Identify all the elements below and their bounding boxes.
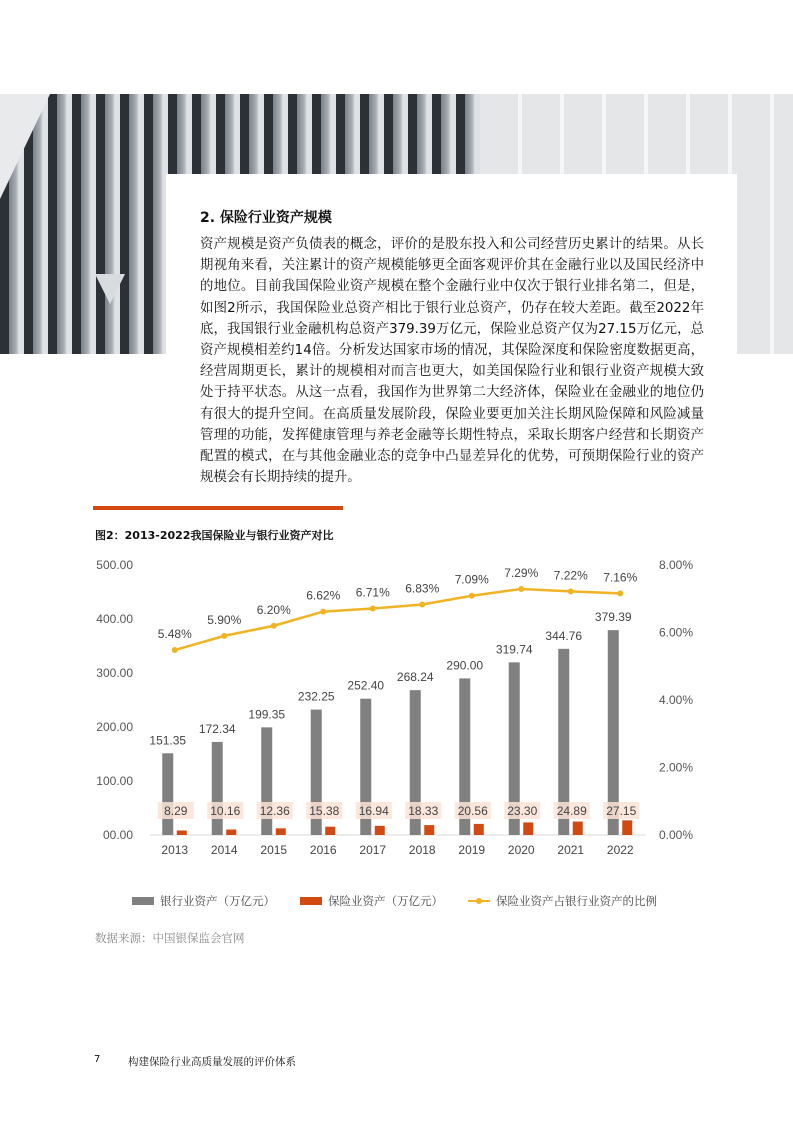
decor-triangle-small	[95, 274, 125, 304]
page-number: 7	[94, 1054, 101, 1065]
y-left-tick-label: 500.00	[96, 558, 133, 572]
decor-triangle	[0, 94, 50, 199]
point-ratio	[320, 609, 326, 615]
data-label-ratio: 7.09%	[454, 572, 489, 587]
data-label-insurance: 8.29	[164, 804, 188, 818]
bar-insurance	[226, 830, 236, 835]
data-label-bank: 151.35	[149, 733, 187, 748]
y-right-tick-label: 8.00%	[659, 558, 694, 572]
data-label-ratio: 5.90%	[207, 612, 242, 627]
bar-insurance	[474, 824, 484, 835]
bar-bank	[212, 742, 223, 835]
legend-swatch-bank	[132, 897, 154, 905]
data-label-ratio: 5.48%	[157, 627, 192, 642]
y-right-tick-label: 0.00%	[659, 828, 694, 842]
bar-insurance	[573, 822, 583, 835]
data-label-insurance: 16.94	[358, 804, 389, 818]
data-label-bank: 199.35	[248, 707, 286, 722]
point-ratio	[271, 623, 277, 629]
x-tick-label: 2021	[557, 843, 585, 857]
y-right-tick-label: 4.00%	[659, 693, 694, 707]
orange-divider	[93, 506, 343, 510]
y-right-tick-label: 6.00%	[659, 625, 694, 640]
point-ratio	[172, 647, 178, 653]
y-left-tick-label: 00.00	[102, 828, 133, 842]
footer-document-title: 构建保险行业高质量发展的评价体系	[128, 1056, 296, 1068]
section-title: 2. 保险行业资产规模	[200, 210, 332, 226]
y-left-tick-label: 100.00	[96, 774, 133, 788]
legend-label-bank: 银行业资产（万亿元）	[160, 894, 275, 908]
figure-title: 图2：2013-2022我国保险业与银行业资产对比	[95, 529, 334, 542]
data-label-bank: 290.00	[446, 658, 484, 673]
data-label-insurance: 20.56	[457, 804, 488, 818]
legend-item-bank	[132, 893, 275, 909]
y-right-tick-label: 2.00%	[659, 760, 694, 775]
legend-label-ratio: 保险业资产占银行业资产的比例	[496, 894, 657, 908]
data-label-ratio: 7.16%	[603, 570, 638, 585]
data-label-insurance: 10.16	[210, 804, 241, 818]
data-label-bank: 344.76	[545, 628, 583, 643]
point-ratio	[221, 633, 227, 639]
x-tick-label: 2016	[309, 843, 337, 857]
legend-swatch-ratio	[468, 900, 490, 902]
bar-insurance	[622, 820, 632, 835]
bar-insurance	[177, 831, 187, 835]
data-label-insurance: 23.30	[507, 804, 538, 818]
data-label-insurance: 12.36	[259, 804, 290, 818]
figure-source: 数据来源：中国银保监会官网	[95, 931, 245, 945]
x-tick-label: 2020	[507, 843, 535, 857]
y-left-tick-label: 200.00	[96, 720, 133, 734]
data-label-bank: 252.40	[347, 678, 385, 693]
x-tick-label: 2017	[359, 843, 387, 857]
legend-item-insurance	[300, 893, 443, 909]
data-label-insurance: 24.89	[556, 804, 587, 818]
y-left-tick-label: 300.00	[96, 666, 133, 680]
bar-insurance	[375, 826, 385, 835]
bar-insurance	[276, 828, 286, 835]
data-label-bank: 268.24	[396, 670, 434, 685]
x-tick-label: 2015	[260, 843, 288, 857]
data-label-ratio: 7.29%	[504, 565, 539, 580]
data-label-bank: 319.74	[495, 642, 533, 657]
data-label-ratio: 6.20%	[256, 602, 291, 617]
point-ratio	[568, 588, 574, 594]
section-paragraph: 资产规模是资产负债表的概念，评价的是股东投入和公司经营历史累计的结果。从长期视角来看，关注累计的资产规模能够更全面客观评价其在金融行业以及国民经济中的地位。目前我国保险业资产规模在整个金融行业中仅次于银行业排名第二，但是，如图2所示，我国保险业总资产相比于银行业总资产，仍存在较大差距。截至2022年底，我国银行业金融机构总资产379.39万亿元，保险业总资产仅为27.15万亿元，总资产规模相差约14倍。分析发达国家市场的情况，其保险深度和保险密度数据更高，经营周期更长，累计的规模相对而言也更大，如美国保险行业和银行业资产规模大致处于持平状态。从这一点看，我国作为世界第二大经济体，保险业在金融业的地位仍有很大的提升空间。在高质量发展阶段，保险业要更加关注长期风险保障和风险减量管理的功能，发挥健康管理与养老金融等长期性特点，采取长期客户经营和长期资产配置的模式，在与其他金融业态的竞争中凸显差异化的优势，可预期保险行业的资产规模会有长期持续的提升。	[200, 237, 704, 486]
x-tick-label: 2019	[458, 843, 486, 857]
x-tick-label: 2022	[606, 843, 634, 857]
legend-item-ratio	[468, 893, 657, 909]
legend-swatch-insurance	[300, 897, 322, 905]
data-label-ratio: 7.22%	[553, 568, 588, 583]
x-tick-label: 2018	[408, 843, 436, 857]
data-label-bank: 172.34	[198, 721, 236, 736]
data-label-bank: 379.39	[594, 610, 632, 625]
point-ratio	[469, 593, 475, 599]
legend-label-insurance: 保险业资产（万亿元）	[328, 894, 443, 908]
data-label-insurance: 27.15	[606, 804, 637, 818]
data-label-insurance: 18.33	[408, 804, 439, 818]
asset-comparison-chart	[80, 550, 700, 875]
data-label-ratio: 6.62%	[306, 588, 341, 603]
data-label-ratio: 6.71%	[355, 585, 390, 600]
x-tick-label: 2013	[161, 843, 189, 857]
data-label-ratio: 6.83%	[405, 581, 440, 596]
bar-insurance	[325, 827, 335, 835]
data-label-bank: 232.25	[297, 689, 335, 704]
point-ratio	[419, 601, 425, 607]
point-ratio	[617, 590, 623, 596]
y-left-tick-label: 400.00	[96, 612, 133, 626]
bar-insurance	[424, 825, 434, 835]
point-ratio	[370, 606, 376, 612]
point-ratio	[518, 586, 524, 592]
bar-bank	[162, 753, 173, 835]
x-tick-label: 2014	[210, 843, 238, 857]
bar-insurance	[523, 822, 533, 835]
data-label-insurance: 15.38	[309, 804, 340, 818]
